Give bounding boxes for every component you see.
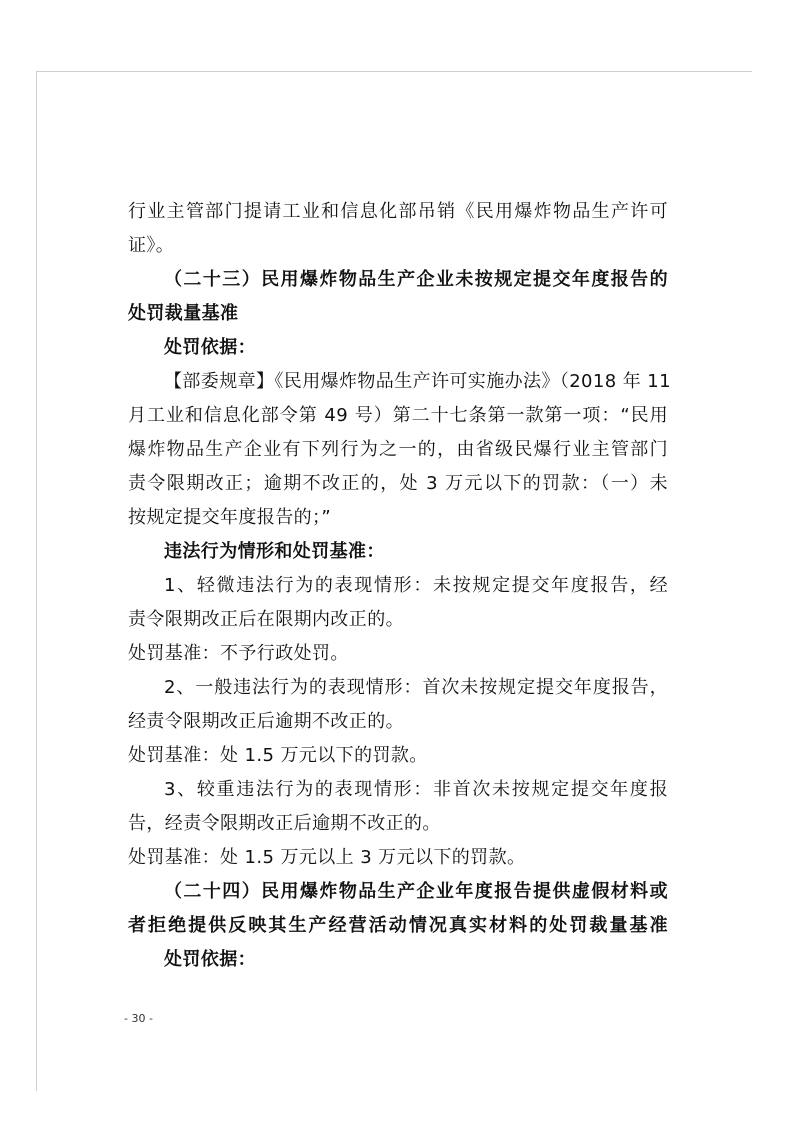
body-line: 按规定提交年度报告的；” bbox=[128, 507, 332, 528]
body-line: 爆炸物品生产企业有下列行为之一的，由省级民爆行业主管部门 bbox=[128, 439, 668, 460]
subheading: 处罚依据： bbox=[164, 337, 256, 358]
body-line: 1、轻微违法行为的表现情形：未按规定提交年度报告，经 bbox=[164, 575, 668, 596]
body-line: 月工业和信息化部令第 49 号）第二十七条第一款第一项：“民用 bbox=[128, 405, 668, 426]
document-body bbox=[128, 195, 671, 977]
body-line: 行业主管部门提请工业和信息化部吊销《民用爆炸物品生产许可 bbox=[128, 201, 668, 222]
body-line: 处罚基准：处 1.5 万元以上 3 万元以下的罚款。 bbox=[128, 847, 526, 868]
section-heading: （二十四）民用爆炸物品生产企业年度报告提供虚假材料或 bbox=[164, 881, 668, 902]
body-line: 责令限期改正后在限期内改正的。 bbox=[128, 609, 404, 630]
body-line: 处罚基准：不予行政处罚。 bbox=[128, 643, 349, 664]
body-line: 2、一般违法行为的表现情形：首次未按规定提交年度报告， bbox=[164, 677, 668, 698]
page-border-top bbox=[36, 71, 752, 72]
body-line: 处罚基准：处 1.5 万元以下的罚款。 bbox=[128, 745, 428, 766]
subheading: 处罚依据： bbox=[164, 949, 256, 970]
body-line: 证》。 bbox=[128, 235, 175, 256]
body-line: 告，经责令限期改正后逾期不改正的。 bbox=[128, 813, 441, 834]
section-heading: 者拒绝提供反映其生产经营活动情况真实材料的处罚裁量基准 bbox=[128, 915, 668, 936]
page-number: - 30 - bbox=[124, 1012, 153, 1025]
body-line: 责令限期改正；逾期不改正的，处 3 万元以下的罚款：（一）未 bbox=[128, 473, 668, 494]
section-heading: （二十三）民用爆炸物品生产企业未按规定提交年度报告的 bbox=[164, 269, 668, 290]
section-heading: 处罚裁量基准 bbox=[128, 303, 239, 324]
body-line: 经责令限期改正后逾期不改正的。 bbox=[128, 711, 404, 732]
subheading: 违法行为情形和处罚基准： bbox=[164, 541, 385, 562]
body-line: 3、较重违法行为的表现情形：非首次未按规定提交年度报 bbox=[164, 779, 668, 800]
page-border-left bbox=[36, 71, 37, 1091]
body-line: 【部委规章】《民用爆炸物品生产许可实施办法》（2018 年 11 bbox=[164, 371, 671, 392]
